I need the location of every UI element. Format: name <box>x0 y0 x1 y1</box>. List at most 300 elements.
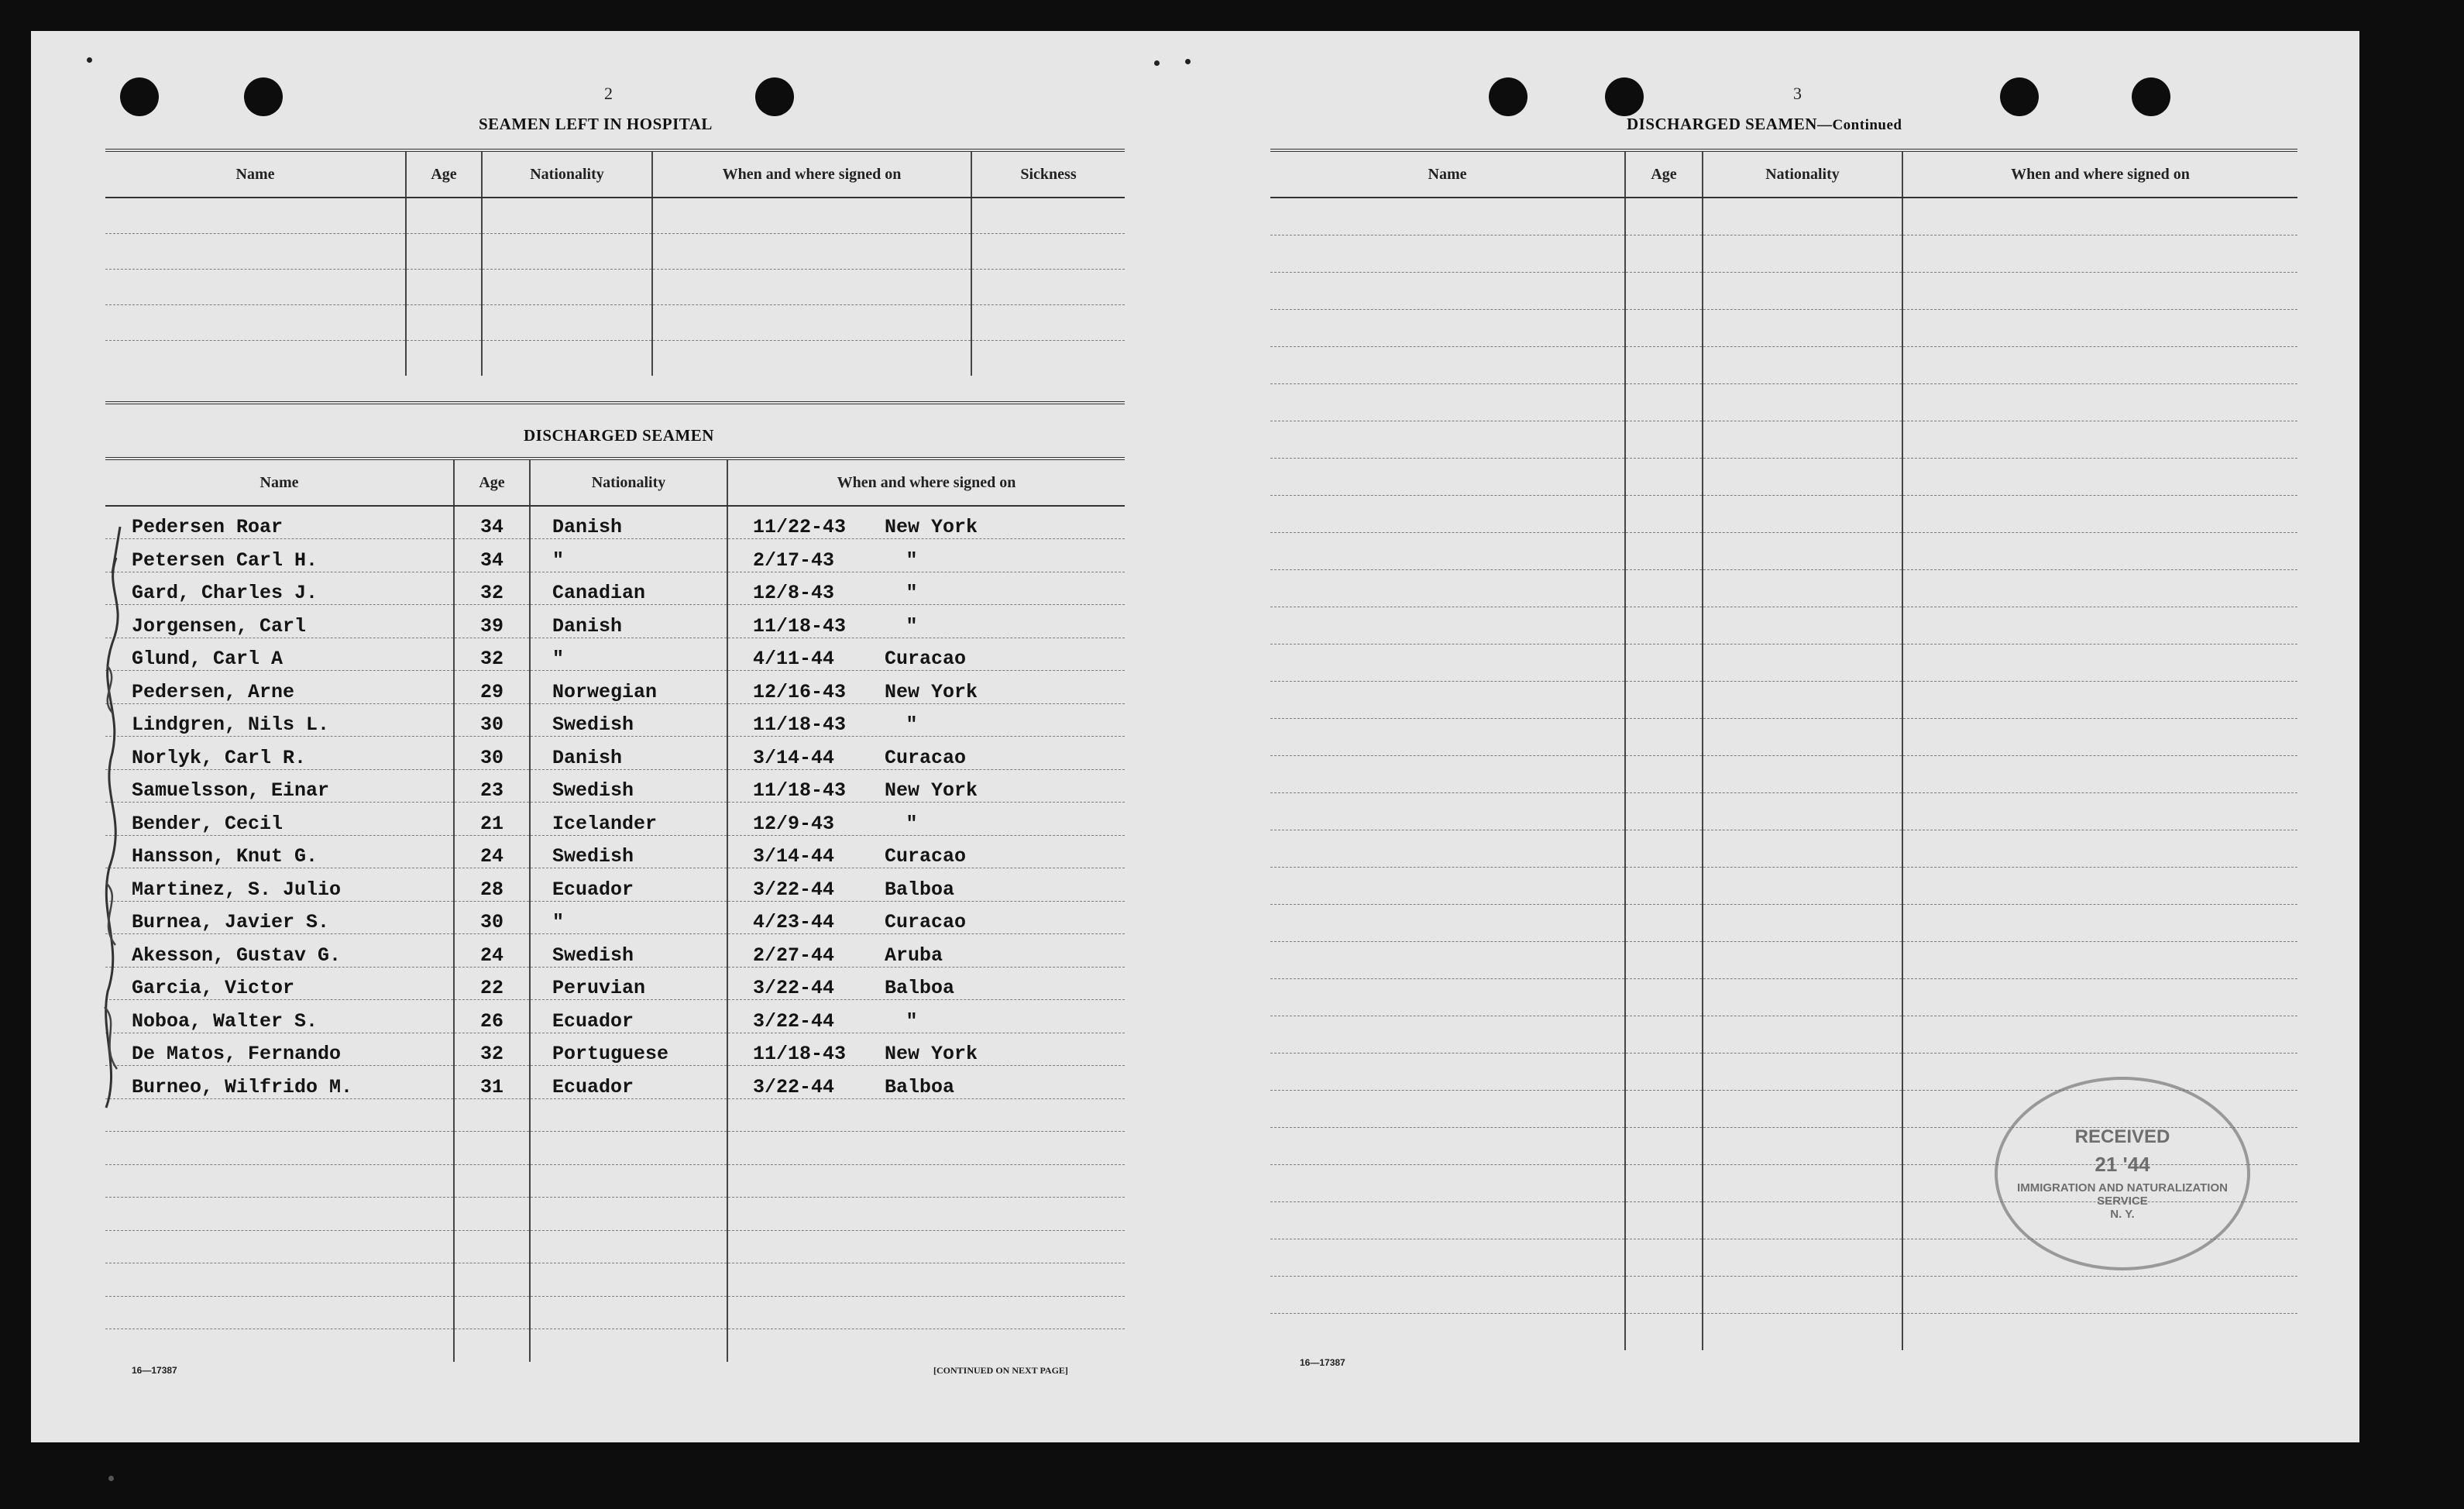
empty-cell <box>1625 383 1703 421</box>
signed-place: " <box>906 582 918 604</box>
table-row <box>1270 458 2297 495</box>
signed-date: 3/22-44 <box>753 1075 835 1098</box>
empty-cell <box>1270 755 1625 792</box>
empty-cell <box>105 1132 454 1165</box>
cell-age: 32 <box>454 638 530 671</box>
empty-cell <box>1625 941 1703 978</box>
table-row <box>1270 346 2297 383</box>
col-header-age: Age <box>406 150 482 198</box>
empty-cell <box>1625 1276 1703 1313</box>
cell-nationality: Danish <box>530 737 727 770</box>
signed-date: 3/22-44 <box>753 1009 835 1033</box>
page-number-right: 3 <box>1793 84 1802 103</box>
cell-nationality: Icelander <box>530 803 727 836</box>
punch-hole <box>120 77 159 116</box>
table-row <box>1270 607 2297 644</box>
empty-cell <box>1703 1090 1902 1127</box>
table-row <box>1270 1313 2297 1350</box>
empty-cell <box>1703 1276 1902 1313</box>
signed-place: Curacao <box>885 845 967 868</box>
cell-signed-on <box>727 605 1125 638</box>
empty-cell <box>1703 235 1902 272</box>
empty-cell <box>1902 607 2297 644</box>
discharged-continued-title <box>1627 115 1902 134</box>
signed-date: 4/23-44 <box>753 911 835 933</box>
empty-cell <box>1625 607 1703 644</box>
empty-cell <box>1703 941 1902 978</box>
cell-signed-on <box>727 506 1125 539</box>
cell-signed-on <box>727 539 1125 572</box>
col-header-nationality: Nationality <box>530 459 727 506</box>
cell-signed-on <box>727 638 1125 671</box>
empty-cell <box>1902 309 2297 346</box>
empty-cell <box>1703 1127 1902 1164</box>
empty-cell <box>1270 978 1625 1016</box>
signed-date: 2/17-43 <box>753 548 835 572</box>
empty-cell <box>105 1329 454 1363</box>
empty-cell <box>1902 383 2297 421</box>
table-row <box>1270 681 2297 718</box>
table-row <box>1270 309 2297 346</box>
table-row <box>105 1329 1125 1363</box>
signed-place: Curacao <box>885 911 967 933</box>
empty-cell <box>1270 1127 1625 1164</box>
empty-cell <box>105 1296 454 1329</box>
continued-note: [CONTINUED ON NEXT PAGE] <box>933 1365 1068 1376</box>
table-row <box>1270 532 2297 569</box>
hospital-section-title: SEAMEN LEFT IN HOSPITAL <box>479 115 713 133</box>
signed-date: 3/14-44 <box>753 845 835 868</box>
empty-cell <box>727 1296 1125 1329</box>
empty-cell <box>1902 235 2297 272</box>
empty-cell <box>1703 532 1902 569</box>
empty-cell <box>1625 755 1703 792</box>
table-row <box>105 304 1125 340</box>
signed-date: 11/18-43 <box>753 779 847 802</box>
empty-cell <box>1270 941 1625 978</box>
cell-signed-on <box>727 967 1125 1000</box>
cell-age: 21 <box>454 803 530 836</box>
punch-hole <box>755 77 794 116</box>
col-header-age: Age <box>454 459 530 506</box>
table-row <box>1270 272 2297 309</box>
empty-cell <box>1902 941 2297 978</box>
empty-cell <box>1703 792 1902 830</box>
signed-place: New York <box>885 516 978 538</box>
cell-nationality: " <box>530 901 727 934</box>
table-row <box>105 1198 1125 1231</box>
col-header-nationality: Nationality <box>482 150 652 198</box>
table-row <box>1270 941 2297 978</box>
cell-signed-on <box>727 901 1125 934</box>
table-row <box>105 572 1125 605</box>
handwritten-signature <box>89 511 143 1123</box>
empty-cell <box>1270 1053 1625 1090</box>
document-sheet <box>31 31 2359 1442</box>
empty-cell <box>1625 681 1703 718</box>
signed-date: 11/18-43 <box>753 614 847 638</box>
empty-cell <box>1902 421 2297 458</box>
empty-cell <box>1270 458 1625 495</box>
cell-signed-on <box>727 703 1125 737</box>
cell-age: 31 <box>454 1066 530 1099</box>
empty-cell <box>1703 1201 1902 1239</box>
cell-signed-on <box>727 1000 1125 1033</box>
empty-cell <box>105 1198 454 1231</box>
table-row <box>1270 792 2297 830</box>
empty-cell <box>727 1132 1125 1165</box>
cell-nationality: Ecuador <box>530 1066 727 1099</box>
empty-cell <box>454 1296 530 1329</box>
col-header-name: Name <box>105 459 454 506</box>
table-row <box>105 671 1125 704</box>
punch-hole <box>1605 77 1644 116</box>
empty-cell <box>454 1198 530 1231</box>
table-row <box>1270 198 2297 235</box>
empty-cell <box>1703 755 1902 792</box>
empty-cell <box>1703 495 1902 532</box>
divider <box>105 401 1125 404</box>
signed-date: 3/22-44 <box>753 977 835 999</box>
col-header-name: Name <box>1270 150 1625 198</box>
empty-cell <box>1703 830 1902 867</box>
signed-place: Curacao <box>885 746 967 769</box>
empty-cell <box>1270 346 1625 383</box>
empty-cell <box>1902 755 2297 792</box>
empty-cell <box>1625 978 1703 1016</box>
table-row <box>105 1033 1125 1066</box>
col-header-signed-on: When and where signed on <box>727 459 1125 506</box>
cell-name: Petersen Carl H. <box>105 539 454 572</box>
empty-cell <box>1703 458 1902 495</box>
empty-cell <box>1902 1276 2297 1313</box>
empty-cell <box>1270 867 1625 904</box>
empty-cell <box>1703 867 1902 904</box>
signed-place: Balboa <box>885 878 955 901</box>
table-row <box>1270 830 2297 867</box>
table-row <box>105 1000 1125 1033</box>
speck <box>1154 60 1160 66</box>
empty-cell <box>1703 644 1902 681</box>
empty-cell <box>1625 644 1703 681</box>
cell-age: 34 <box>454 506 530 539</box>
empty-cell <box>1270 830 1625 867</box>
table-row <box>1270 421 2297 458</box>
cell-age: 34 <box>454 539 530 572</box>
cell-signed-on <box>727 1033 1125 1066</box>
col-header-nationality: Nationality <box>1703 150 1902 198</box>
table-row <box>105 901 1125 934</box>
empty-cell <box>1703 978 1902 1016</box>
cell-nationality: Ecuador <box>530 868 727 902</box>
signed-place: " <box>906 713 918 736</box>
empty-cell <box>1270 1016 1625 1053</box>
empty-cell <box>1270 1313 1625 1350</box>
empty-cell <box>1902 458 2297 495</box>
cell-age: 24 <box>454 835 530 868</box>
empty-cell <box>1625 272 1703 309</box>
table-row <box>105 703 1125 737</box>
cell-name: Samuelsson, Einar <box>105 769 454 803</box>
empty-cell <box>454 1098 530 1132</box>
cell-nationality: " <box>530 539 727 572</box>
cell-nationality: Swedish <box>530 769 727 803</box>
empty-cell <box>727 1230 1125 1263</box>
signed-date: 12/9-43 <box>753 812 835 835</box>
table-row <box>105 1263 1125 1297</box>
empty-cell <box>1625 495 1703 532</box>
stamp-location: N. Y. <box>2110 1208 2135 1221</box>
empty-cell <box>1902 346 2297 383</box>
cell-age: 28 <box>454 868 530 902</box>
empty-cell <box>727 1263 1125 1297</box>
form-number-left: 16—17387 <box>132 1365 177 1376</box>
cell-name: Akesson, Gustav G. <box>105 934 454 968</box>
stamp-date: 21 '44 <box>2095 1153 2150 1176</box>
cell-name: Lindgren, Nils L. <box>105 703 454 737</box>
cell-signed-on <box>727 1066 1125 1099</box>
table-row <box>1270 718 2297 755</box>
empty-cell <box>1625 346 1703 383</box>
empty-cell <box>1270 235 1625 272</box>
empty-cell <box>1902 198 2297 235</box>
empty-cell <box>1625 1090 1703 1127</box>
title-suffix: —Continued <box>1816 117 1902 133</box>
empty-cell <box>1902 978 2297 1016</box>
empty-cell <box>1625 867 1703 904</box>
empty-cell <box>1703 569 1902 607</box>
cell-age: 26 <box>454 1000 530 1033</box>
table-row <box>105 769 1125 803</box>
empty-cell <box>1270 681 1625 718</box>
empty-cell <box>727 1098 1125 1132</box>
stamp-line: RECEIVED <box>2074 1126 2170 1147</box>
cell-signed-on <box>727 572 1125 605</box>
cell-nationality: Swedish <box>530 934 727 968</box>
empty-cell <box>1625 309 1703 346</box>
empty-cell <box>1902 904 2297 941</box>
signed-place: Balboa <box>885 977 955 999</box>
empty-cell <box>1703 1239 1902 1276</box>
empty-cell <box>1270 198 1625 235</box>
cell-nationality: Norwegian <box>530 671 727 704</box>
empty-cell <box>1625 569 1703 607</box>
cell-age: 29 <box>454 671 530 704</box>
cell-age: 24 <box>454 934 530 968</box>
table-row <box>105 198 1125 233</box>
punch-hole <box>2000 77 2039 116</box>
empty-cell <box>454 1329 530 1363</box>
empty-cell <box>1703 1053 1902 1090</box>
signed-date: 12/16-43 <box>753 680 847 703</box>
empty-cell <box>1270 1276 1625 1313</box>
empty-cell <box>1625 904 1703 941</box>
empty-cell <box>105 1164 454 1198</box>
empty-cell <box>1270 1201 1625 1239</box>
empty-cell <box>1270 272 1625 309</box>
speck <box>87 57 92 63</box>
punch-hole <box>1489 77 1528 116</box>
empty-cell <box>1270 532 1625 569</box>
speck <box>108 1476 114 1481</box>
empty-cell <box>1703 272 1902 309</box>
cell-age: 30 <box>454 901 530 934</box>
cell-name: Pedersen Roar <box>105 506 454 539</box>
discharged-table <box>105 457 1125 1362</box>
table-row <box>105 934 1125 968</box>
empty-cell <box>1703 607 1902 644</box>
table-row <box>105 737 1125 770</box>
signed-place: " <box>906 1009 918 1033</box>
empty-cell <box>1902 644 2297 681</box>
cell-name: De Matos, Fernando <box>105 1033 454 1066</box>
empty-cell <box>1902 272 2297 309</box>
cell-nationality: Danish <box>530 506 727 539</box>
signed-place: " <box>906 548 918 572</box>
empty-cell <box>1270 718 1625 755</box>
signed-place: New York <box>885 680 978 703</box>
empty-cell <box>1625 532 1703 569</box>
empty-cell <box>1703 346 1902 383</box>
empty-cell <box>1270 309 1625 346</box>
cell-age: 30 <box>454 703 530 737</box>
cell-nationality: Canadian <box>530 572 727 605</box>
empty-cell <box>1902 532 2297 569</box>
cell-age: 32 <box>454 572 530 605</box>
table-row <box>105 506 1125 539</box>
signed-place: New York <box>885 779 978 802</box>
empty-cell <box>530 1230 727 1263</box>
empty-cell <box>1703 1016 1902 1053</box>
signed-date: 4/11-44 <box>753 648 835 670</box>
cell-name: Noboa, Walter S. <box>105 1000 454 1033</box>
cell-name: Pedersen, Arne <box>105 671 454 704</box>
empty-cell <box>1625 1313 1703 1350</box>
empty-cell <box>1703 421 1902 458</box>
signed-date: 3/14-44 <box>753 746 835 769</box>
table-row <box>105 1164 1125 1198</box>
empty-cell <box>1625 1239 1703 1276</box>
empty-cell <box>727 1164 1125 1198</box>
table-row <box>1270 495 2297 532</box>
signed-place: Aruba <box>885 944 943 967</box>
empty-cell <box>1270 1090 1625 1127</box>
table-row <box>105 233 1125 269</box>
empty-cell <box>1703 681 1902 718</box>
cell-signed-on <box>727 934 1125 968</box>
empty-cell <box>1625 1201 1703 1239</box>
table-row <box>1270 383 2297 421</box>
table-row <box>105 835 1125 868</box>
signed-place: " <box>906 614 918 638</box>
stamp-agency: IMMIGRATION AND NATURALIZATION SERVICE <box>2017 1181 2228 1208</box>
empty-cell <box>1902 681 2297 718</box>
cell-age: 39 <box>454 605 530 638</box>
cell-age: 30 <box>454 737 530 770</box>
table-row <box>1270 904 2297 941</box>
table-row <box>105 1296 1125 1329</box>
table-row <box>105 340 1125 376</box>
col-header-signed-on: When and where signed on <box>1902 150 2297 198</box>
empty-cell <box>454 1164 530 1198</box>
empty-cell <box>1902 830 2297 867</box>
cell-nationality: Peruvian <box>530 967 727 1000</box>
cell-name: Norlyk, Carl R. <box>105 737 454 770</box>
table-row <box>1270 978 2297 1016</box>
empty-cell <box>727 1198 1125 1231</box>
empty-cell <box>530 1132 727 1165</box>
speck <box>1185 59 1191 64</box>
empty-cell <box>1902 569 2297 607</box>
table-row <box>1270 644 2297 681</box>
form-number-right: 16—17387 <box>1300 1357 1345 1368</box>
empty-cell <box>1270 1239 1625 1276</box>
table-row <box>1270 569 2297 607</box>
cell-name: Glund, Carl A <box>105 638 454 671</box>
empty-cell <box>1625 235 1703 272</box>
empty-cell <box>1703 1313 1902 1350</box>
empty-cell <box>1270 607 1625 644</box>
cell-signed-on <box>727 737 1125 770</box>
empty-cell <box>1625 198 1703 235</box>
empty-cell <box>454 1230 530 1263</box>
empty-cell <box>1902 1016 2297 1053</box>
empty-cell <box>1625 458 1703 495</box>
signed-place: Balboa <box>885 1075 955 1098</box>
table-row <box>1270 235 2297 272</box>
empty-cell <box>1270 792 1625 830</box>
cell-name: Martinez, S. Julio <box>105 868 454 902</box>
signed-place: Curacao <box>885 648 967 670</box>
table-row <box>105 1230 1125 1263</box>
empty-cell <box>1625 718 1703 755</box>
empty-cell <box>1902 792 2297 830</box>
table-row <box>1270 1016 2297 1053</box>
empty-cell <box>530 1329 727 1363</box>
received-stamp <box>1995 1077 2250 1270</box>
hospital-table <box>105 149 1125 376</box>
cell-name: Burnea, Javier S. <box>105 901 454 934</box>
empty-cell <box>1625 1016 1703 1053</box>
empty-cell <box>1703 198 1902 235</box>
cell-age: 32 <box>454 1033 530 1066</box>
signed-place: " <box>906 812 918 835</box>
empty-cell <box>1902 867 2297 904</box>
signed-date: 2/27-44 <box>753 944 835 967</box>
cell-signed-on <box>727 868 1125 902</box>
table-row <box>105 605 1125 638</box>
cell-nationality: Ecuador <box>530 1000 727 1033</box>
col-header-sickness: Sickness <box>971 150 1125 198</box>
empty-cell <box>1902 718 2297 755</box>
cell-nationality: Swedish <box>530 703 727 737</box>
empty-cell <box>1625 1164 1703 1201</box>
empty-cell <box>454 1263 530 1297</box>
table-row <box>105 967 1125 1000</box>
empty-cell <box>1270 904 1625 941</box>
cell-signed-on <box>727 835 1125 868</box>
empty-cell <box>1270 644 1625 681</box>
col-header-signed-on: When and where signed on <box>652 150 971 198</box>
page-number-left: 2 <box>604 84 613 103</box>
discharged-section-title: DISCHARGED SEAMEN <box>524 426 714 445</box>
empty-cell <box>1625 1127 1703 1164</box>
empty-cell <box>1270 495 1625 532</box>
col-header-age: Age <box>1625 150 1703 198</box>
table-row <box>105 638 1125 671</box>
empty-cell <box>1270 421 1625 458</box>
empty-cell <box>1703 383 1902 421</box>
